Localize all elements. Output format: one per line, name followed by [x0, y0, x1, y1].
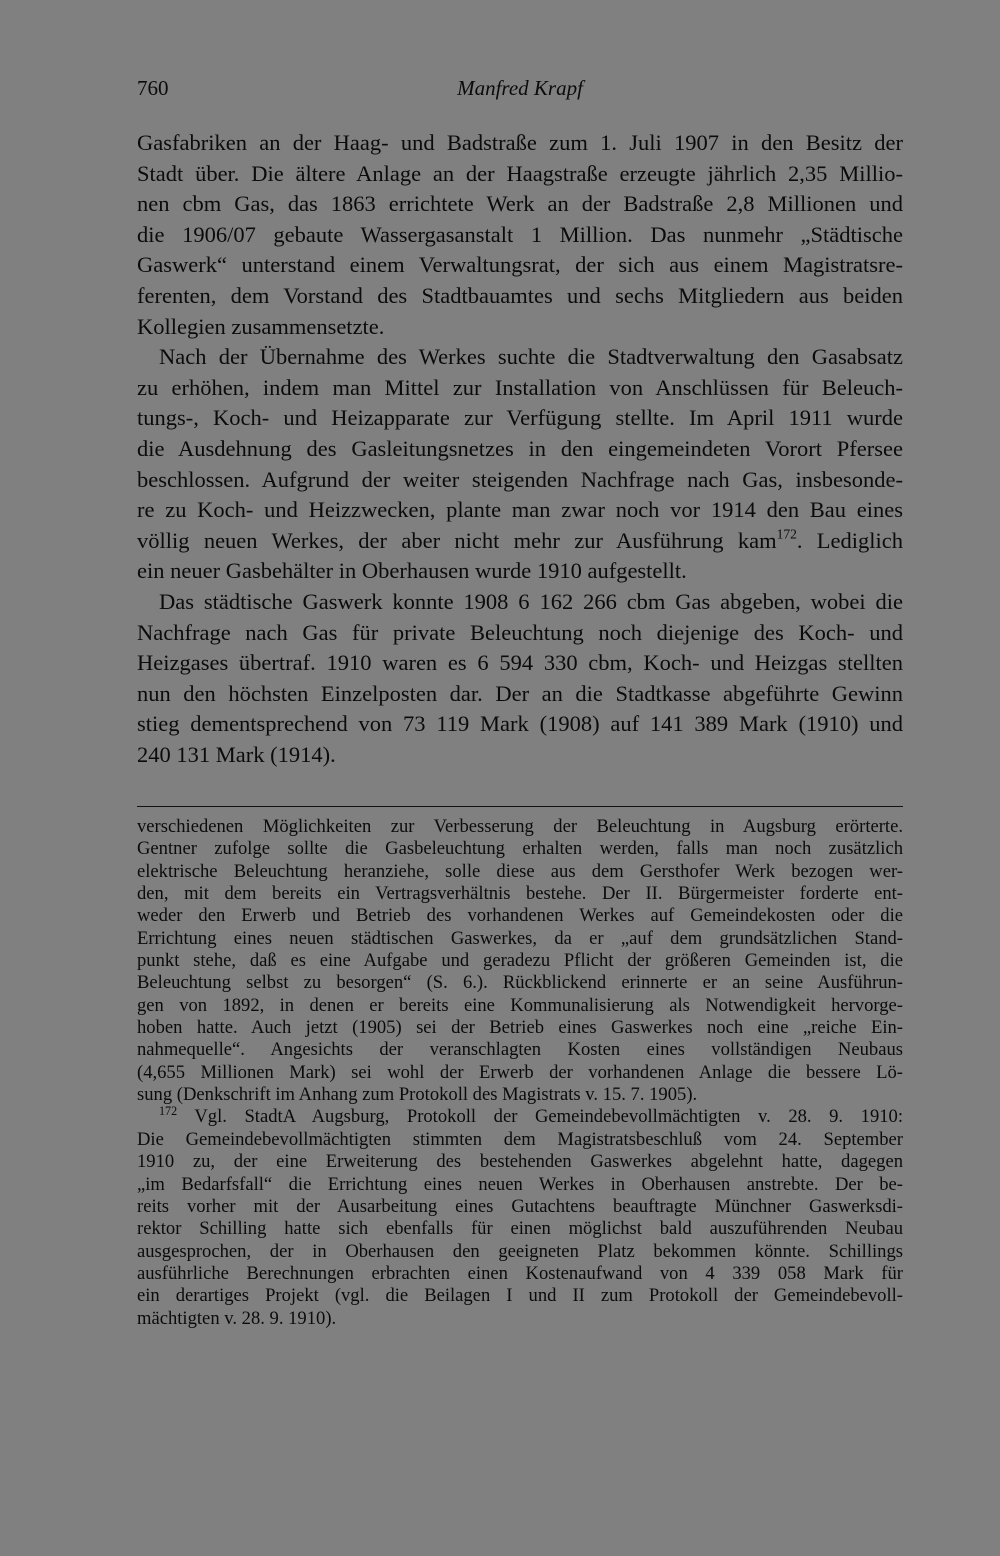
- footnote-line: 1910 zu, der eine Erweiterung des bestehenden Gaswerkes abgelehnt hatte, dagegen: [137, 1151, 903, 1173]
- footnote-divider: [137, 806, 903, 807]
- body-line: Gaswerk“ unterstand einem Verwaltungsrat, der sich aus einem Magistratsre-: [137, 252, 903, 278]
- body-line: re zu Koch- und Heizzwecken, plante man zwar noch vor 1914 den Bau eines: [137, 497, 903, 523]
- footnote-line: Beleuchtung selbst zu besorgen“ (S. 6.). Rückblickend erinnerte er an seine Ausführun-: [137, 972, 903, 994]
- body-line-part: völlig neuen Werkes, der aber nicht mehr zur Ausführung kam: [137, 527, 777, 553]
- footnote-line: ausgesprochen, der in Oberhausen den geeigneten Platz bekommen könnte. Schillings: [137, 1240, 903, 1262]
- body-line: Stadt über. Die ältere Anlage an der Haagstraße erzeugte jährlich 2,35 Millio-: [137, 160, 903, 186]
- footnote-line-text: Vgl. StadtA Augsburg, Protokoll der Gemeindebevollmächtigten v. 28. 9. 1910:: [194, 1106, 903, 1128]
- body-line: beschlossen. Aufgrund der weiter steigenden Nachfrage nach Gas, insbesonde-: [137, 466, 903, 492]
- footnote-line: ausführliche Berechnungen erbrachten einen Kostenaufwand von 4 339 058 Mark für: [137, 1262, 903, 1284]
- footnote-line: (4,655 Millionen Mark) sei wohl der Erwerb der vorhandenen Anlage die bessere Lö-: [137, 1061, 903, 1083]
- page-number: 760: [137, 76, 169, 100]
- footnote-line: gen von 1892, in denen er bereits eine Kommunalisierung als Notwendigkeit hervorge-: [137, 994, 903, 1016]
- body-line: tungs-, Koch- und Heizapparate zur Verfügung stellte. Im April 1911 wurde: [137, 405, 903, 431]
- body-line: Kollegien zusammensetzte.: [137, 313, 385, 339]
- footnote-line: ein derartiges Projekt (vgl. die Beilagen I und II zum Protokoll der Gemeindebevoll-: [137, 1285, 903, 1307]
- footnote-line: verschiedenen Möglichkeiten zur Verbesserung der Beleuchtung in Augsburg erörterte.: [137, 816, 903, 837]
- footnote-172-first-line: [137, 1106, 903, 1128]
- body-line: Heizgases übertraf. 1910 waren es 6 594 330 cbm, Koch- und Heizgas stellten: [137, 650, 903, 676]
- body-line: Nachfrage nach Gas für private Beleuchtung noch diejenige des Koch- und: [137, 619, 903, 645]
- footnote-line: elektrische Beleuchtung heranziehe, solle diese aus dem Gersthofer Werk bezogen wer-: [137, 860, 903, 882]
- body-line: Gasfabriken an der Haag- und Badstraße zum 1. Juli 1907 in den Besitz der: [137, 130, 903, 155]
- body-line: die Ausdehnung des Gasleitungsnetzes in den eingemeindeten Vorort Pfersee: [137, 435, 903, 461]
- footnote-line: Errichtung eines neuen städtischen Gaswerkes, da er „auf dem grundsätzlichen Stand-: [137, 927, 903, 949]
- footnotes: [137, 816, 903, 1330]
- footnote-line: hoben hatte. Auch jetzt (1905) sei der Betrieb eines Gaswerkes noch eine „reiche Ein-: [137, 1017, 903, 1039]
- footnote-number: 172: [159, 1104, 178, 1119]
- running-head: [137, 74, 903, 104]
- body-line: nun den höchsten Einzelposten dar. Der an die Stadtkasse abgeführte Gewinn: [137, 680, 903, 706]
- footnote-line: den, mit dem bereits ein Vertragsverhältnis bestehe. Der II. Bürgermeister forderte ent-: [137, 883, 903, 905]
- body-line-with-footnote-ref: [137, 526, 903, 557]
- footnote-line: weder den Erwerb und Betrieb des vorhandenen Werkes auf Gemeindekosten oder die: [137, 905, 903, 927]
- footnote-line: Die Gemeindebevollmächtigten stimmten dem Magistratsbeschluß vom 24. September: [137, 1128, 903, 1150]
- footnote-line: rektor Schilling hatte sich ebenfalls für einen möglichst bald auszuführenden Neubau: [137, 1218, 903, 1240]
- body-line: Nach der Übernahme des Werkes suchte die Stadtverwaltung den Gasabsatz: [159, 344, 903, 370]
- body-line-part: . Lediglich: [796, 527, 903, 553]
- body-line: ferenten, dem Vorstand des Stadtbauamtes und sechs Mitgliedern aus beiden: [137, 282, 903, 308]
- body-line: 240 131 Mark (1914).: [137, 741, 336, 767]
- body-text: [137, 128, 903, 770]
- footnote-reference[interactable]: 172: [776, 526, 797, 542]
- footnote-line: Gentner zufolge sollte die Gasbeleuchtung erhalten werden, falls man noch zusätzlich: [137, 838, 903, 860]
- body-line: stieg dementsprechend von 73 119 Mark (1908) auf 141 389 Mark (1910) und: [137, 711, 903, 737]
- body-line: ein neuer Gasbehälter in Oberhausen wurde 1910 aufgestellt.: [137, 558, 687, 584]
- body-line: Das städtische Gaswerk konnte 1908 6 162 266 cbm Gas abgeben, wobei die: [159, 588, 903, 614]
- body-line: die 1906/07 gebaute Wassergasanstalt 1 Million. Das nunmehr „Städtische: [137, 221, 903, 247]
- footnote-line: „im Bedarfsfall“ die Errichtung eines neuen Werkes in Oberhausen anstrebte. Der be-: [137, 1173, 903, 1195]
- running-title: Manfred Krapf: [457, 76, 583, 100]
- footnote-line: mächtigten v. 28. 9. 1910).: [137, 1307, 337, 1329]
- footnote-line: nahmequelle“. Angesichts der veranschlagten Kosten eines vollständigen Neubaus: [137, 1039, 903, 1061]
- footnote-line: punkt stehe, daß es eine Aufgabe und geradezu Pflicht der größeren Gemeinden ist, die: [137, 950, 903, 972]
- footnote-line: sung (Denkschrift im Anhang zum Protokoll des Magistrats v. 15. 7. 1905).: [137, 1084, 698, 1106]
- body-line: nen cbm Gas, das 1863 errichtete Werk an der Badstraße 2,8 Millionen und: [137, 191, 903, 217]
- footnote-line: reits vorher mit der Ausarbeitung eines Gutachtens beauftragte Münchner Gaswerksdi-: [137, 1195, 903, 1217]
- body-line: zu erhöhen, indem man Mittel zur Installation von Anschlüssen für Beleuch-: [137, 374, 903, 400]
